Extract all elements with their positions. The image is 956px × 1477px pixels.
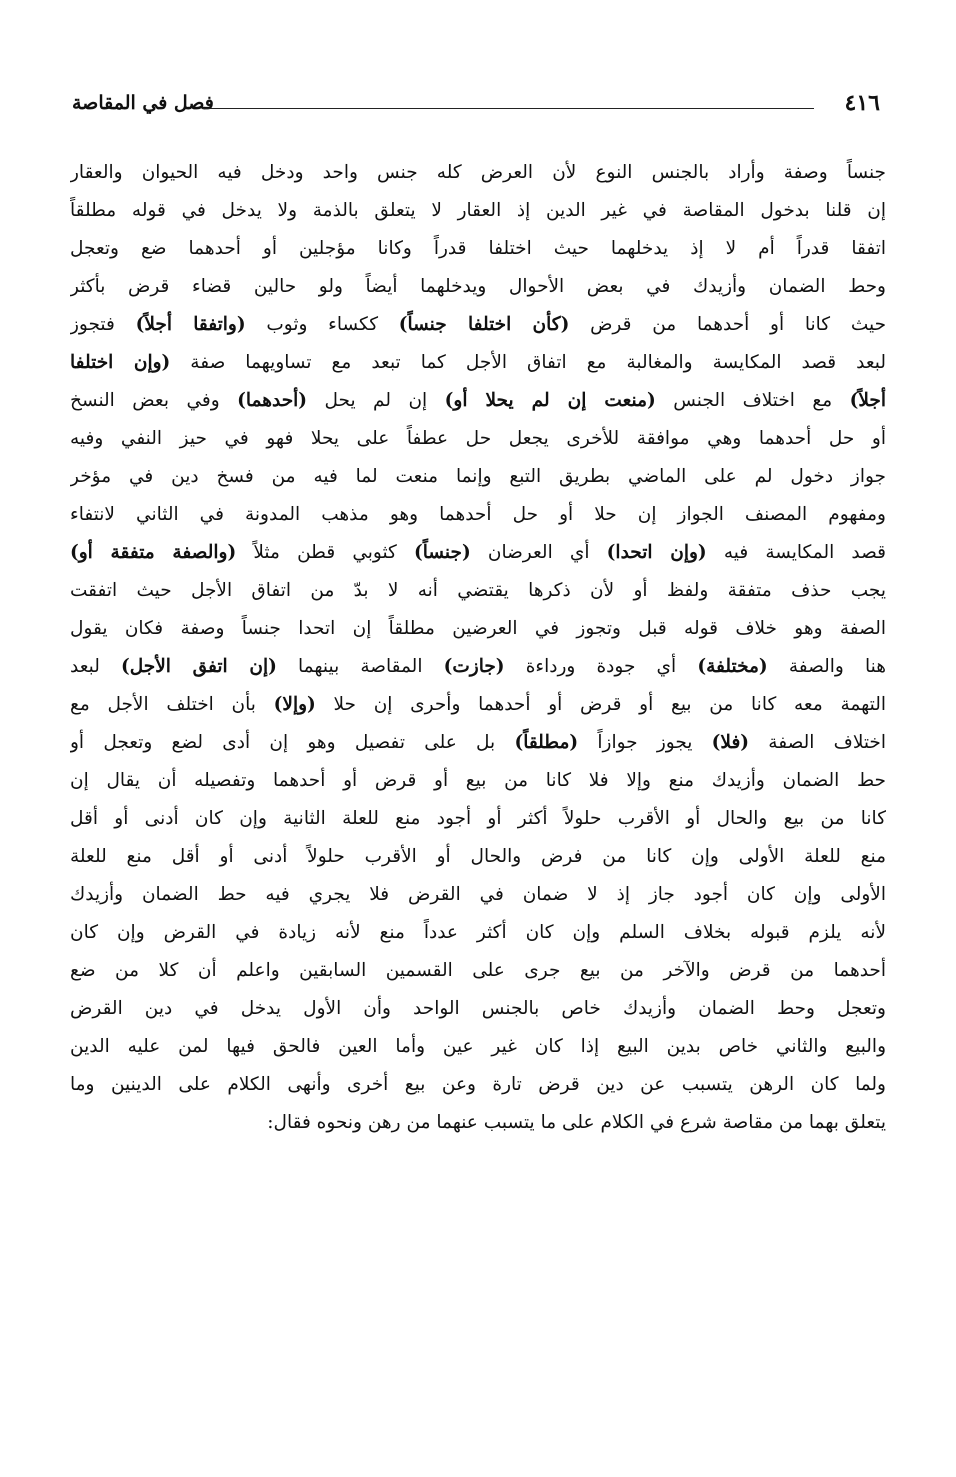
- bold-matn-text: (إن اتفق الأجل): [121, 656, 277, 677]
- text-line: [70, 952, 886, 990]
- bold-matn-text: (فلا): [711, 732, 750, 753]
- commentary-text: بل على تفصيل وهو إن أدى لضع وتعجل أو: [70, 732, 515, 753]
- page-number: ٤١٦: [844, 90, 880, 116]
- text-line: [70, 534, 886, 572]
- bold-matn-text: (وإن اختلفا: [70, 352, 171, 373]
- bold-matn-text: (وإلا): [273, 694, 316, 715]
- commentary-text: لأنه يلزم قبوله بخلاف السلم وإن كان أكثر عدداً منع لأنه زيادة في القرض وإن كان: [70, 922, 886, 943]
- bold-matn-text: (كأن اختلفا جنساً): [398, 314, 570, 335]
- text-line: [70, 154, 886, 192]
- bold-matn-text: (مطلقاً): [514, 732, 579, 753]
- commentary-text: ككساء وثوب: [245, 314, 399, 335]
- text-line: [70, 572, 886, 610]
- commentary-text: مع اختلاف الجنس: [655, 390, 850, 411]
- commentary-text: أي العرضان: [470, 542, 607, 563]
- bold-matn-text: (أحدهما): [237, 390, 308, 411]
- commentary-text: إن قلنا بدخول المقاصة في غير الدين إذ العقار لا يتعلق بالذمة ولا يدخل في قوله مطلقاً: [70, 200, 886, 221]
- commentary-text: اتفقا قدراً أم لا إذ يدخلهما حيث اختلفا قدراً وكانا مؤجلين أو أحدهما ضع وتعجل: [70, 238, 886, 259]
- text-line: [70, 382, 886, 420]
- commentary-text: ومفهوم المصنف الجواز إن حلا أو حل أحدهما وهو مذهب المدونة في الثاني لانتفاء: [70, 504, 886, 525]
- text-line: [70, 496, 886, 534]
- commentary-text: حط الضمان وأزيدك منع وإلا فلا كانا من بيع أو قرض أو أحدهما وتفصيله أن يقال إن: [70, 770, 886, 791]
- commentary-text: جنساً وصفة وأراد بالجنس النوع لأن العرض كله جنس واحد ودخل فيه الحيوان والعقار: [70, 162, 886, 183]
- bold-matn-text: (جازت): [443, 656, 505, 677]
- commentary-text: وحط الضمان وأزيدك في بعض الأحوال ويدخلهما أيضاً ولو حالين قضاء قرض بأكثر: [70, 276, 886, 297]
- text-line: [70, 230, 886, 268]
- commentary-text: هنا والصفة: [767, 656, 886, 677]
- text-line: [70, 724, 886, 762]
- text-line: [70, 420, 886, 458]
- commentary-text: لبعد: [70, 656, 122, 677]
- commentary-text: منع للعلة الأولى وإن كانا من فرض والحال أو الأقرب حلولاً أدنى أو أقل منع للعلة: [70, 846, 886, 867]
- bold-matn-text: (والصفة متفقة أو): [70, 542, 237, 563]
- text-line: [70, 1028, 886, 1066]
- text-line: [70, 914, 886, 952]
- bold-matn-text: أجلاً): [849, 390, 886, 411]
- text-line: [70, 306, 886, 344]
- commentary-text: وتعجل وحط الضمان وأزيدك خاص بالجنس الواحد وأن الأول يدخل في دين القرض: [70, 998, 886, 1019]
- commentary-text: يتعلق بهما من مقاصة شرع في الكلام على ما يتسبب عنهما من رهن ونحوه فقال:: [267, 1112, 886, 1133]
- bold-matn-text: (مختلفة): [697, 656, 768, 677]
- text-line: [70, 838, 886, 876]
- text-line: [70, 1066, 886, 1104]
- commentary-text: أي جودة ورداءة: [504, 656, 698, 677]
- commentary-text: فتجوز: [70, 314, 136, 335]
- commentary-text: أحدهما من قرض والآخر من بيع جرى على القسمين السابقين واعلم أن كلا من ضع: [70, 960, 886, 981]
- commentary-text: كثوبي قطن مثلاً: [236, 542, 415, 563]
- text-line: [70, 1104, 886, 1142]
- commentary-text: جواز دخول لم على الماضي بطريق التبع وإنما منعت لما فيه من فسخ دين في مؤخر: [70, 466, 886, 487]
- commentary-text: الأولى وإن كان أجود جاز إذ لا ضمان في القرض فلا يجري فيه حط الضمان وأزيدك: [70, 884, 886, 905]
- body-text: [70, 154, 886, 1142]
- commentary-text: حيث كانا أو أحدهما من قرض: [569, 314, 886, 335]
- commentary-text: التهمة معه كانا من بيع أو قرض أو أحدهما وأحرى إن حلا: [315, 694, 886, 715]
- commentary-text: المقاصة بينهما: [276, 656, 444, 677]
- text-line: [70, 762, 886, 800]
- commentary-text: وفي بعض النسخ: [70, 390, 238, 411]
- commentary-text: والبيع والثاني خاص بدين البيع إذا كان غير عين وأما العين فالحق فيها لمن عليه الدين: [70, 1036, 886, 1057]
- commentary-text: بأن اختلف الأجل مع: [70, 694, 274, 715]
- chapter-title: فصل في المقاصة: [72, 92, 214, 114]
- commentary-text: لبعد قصد المكايسة والمغالبة مع اتفاق الأجل كما تبعد مع تساويهما صفة: [170, 352, 886, 373]
- page-header: [70, 86, 886, 126]
- text-line: [70, 268, 886, 306]
- text-line: [70, 610, 886, 648]
- bold-matn-text: (جنساً): [414, 542, 471, 563]
- commentary-text: يجوز جوازاً: [578, 732, 712, 753]
- commentary-text: إن لم يحل: [307, 390, 445, 411]
- text-line: [70, 344, 886, 382]
- bold-matn-text: (وإن اتحدا): [606, 542, 707, 563]
- commentary-text: كانا من بيع والحال أو الأقرب حلولاً أكثر أو أجود منع للعلة الثانية وإن كان أدنى أو أقل: [70, 808, 886, 829]
- text-line: [70, 876, 886, 914]
- commentary-text: الصفة وهو خلاف قوله قبل وتجوز في العرضين مطلقاً إن اتحدا جنساً وصفة فكان يقول: [70, 618, 886, 639]
- text-line: [70, 648, 886, 686]
- commentary-text: قصد المكايسة فيه: [706, 542, 886, 563]
- commentary-text: ولما كان الرهن يتسبب عن دين قرض تارة وعن بيع أخرى وأنهى الكلام على الدينين وما: [70, 1074, 886, 1095]
- text-line: [70, 192, 886, 230]
- bold-matn-text: (منعت إن لم يحلا أو): [444, 390, 656, 411]
- text-line: [70, 686, 886, 724]
- commentary-text: اختلاف الصفة: [749, 732, 886, 753]
- text-line: [70, 800, 886, 838]
- header-rule: [202, 108, 814, 109]
- commentary-text: يجب حذف متفقة ولفظ أو لأن ذكرها يقتضي أنه لا بدّ من اتفاق الأجل حيث اتفقت: [70, 580, 886, 601]
- text-line: [70, 458, 886, 496]
- bold-matn-text: (واتفقا أجلاً): [135, 314, 246, 335]
- text-line: [70, 990, 886, 1028]
- commentary-text: أو حل أحدهما وهي موافقة للأخرى يجعل حل عطفاً على يحلا فهو في حيز النفي وفيه: [70, 428, 886, 449]
